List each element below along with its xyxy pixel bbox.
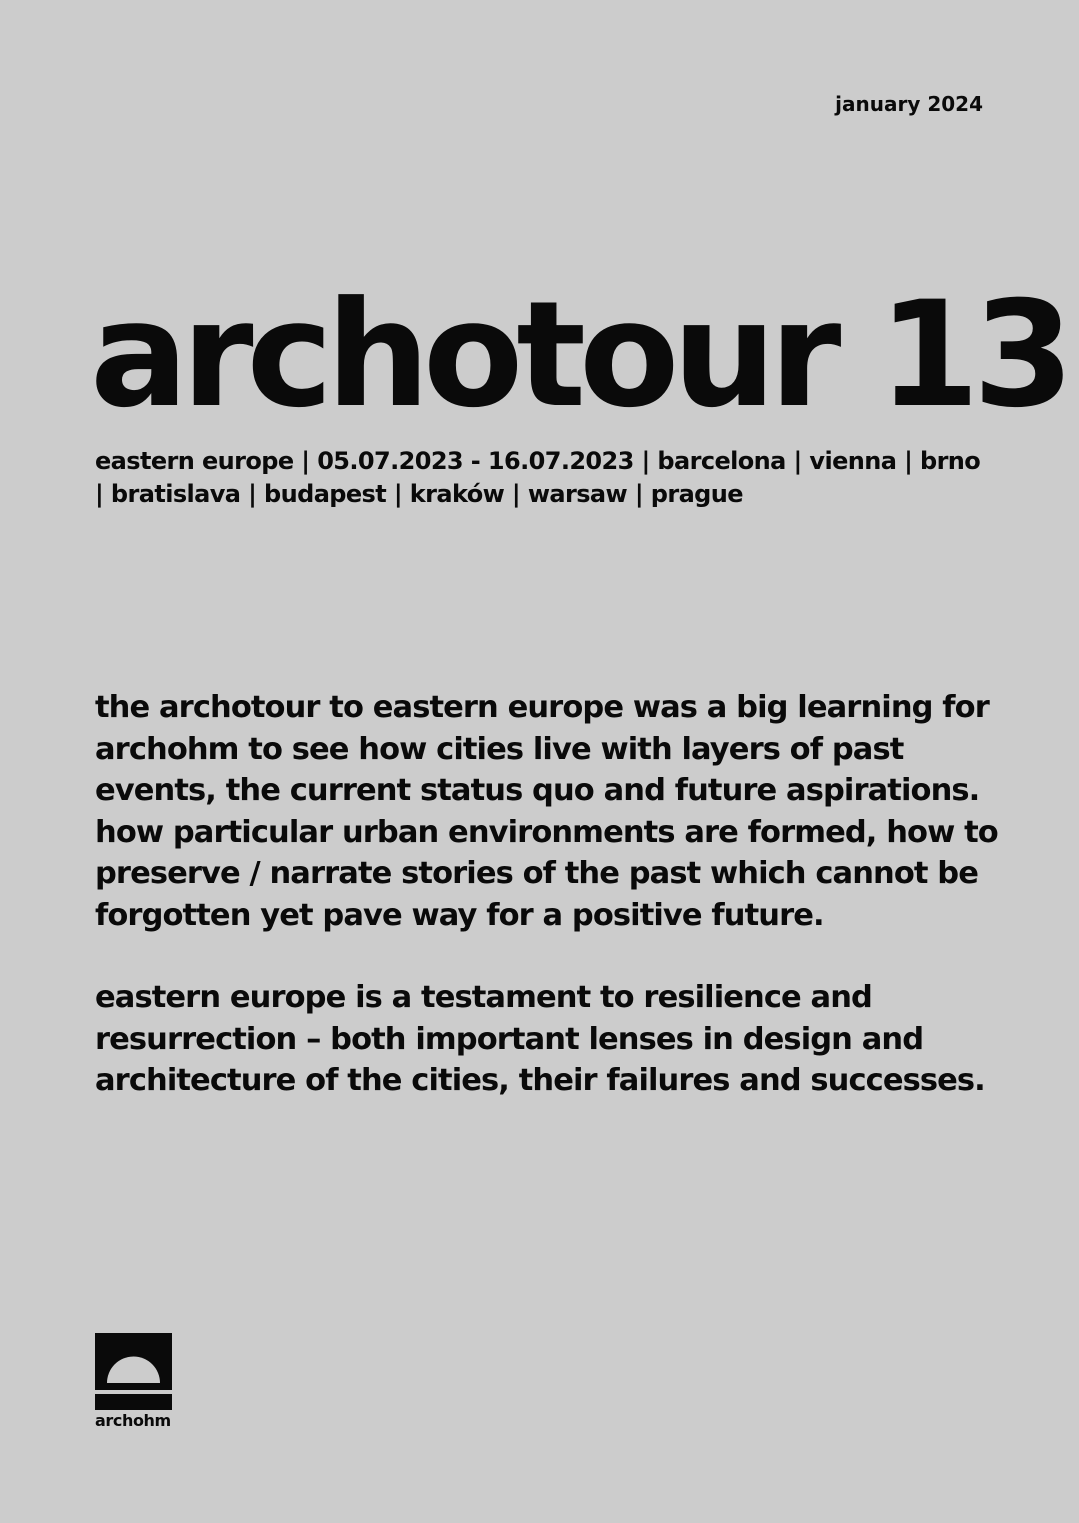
body-paragraph-2: eastern europe is a testament to resilience and resurrection – both important lenses in design and architecture of the cities, their failures and successes. [95, 980, 985, 1098]
body-paragraph-1: the archotour to eastern europe was a big learning for archohm to see how cities live with layers of past events, the current status quo and future aspirations. how particular urban environments are formed, how to preserve / narrate stories of the past which cannot be forgotten yet pave way for a positive future. [95, 690, 998, 933]
tour-subtitle: eastern europe | 05.07.2023 - 16.07.2023 | barcelona | vienna | brno | bratislava | budapest | kraków | warsaw | prague [95, 447, 981, 508]
date-label: january 2024 [835, 92, 983, 116]
archohm-wordmark: archohm [95, 1411, 171, 1430]
page-title: archotour 13 [90, 270, 1068, 440]
archohm-logo [95, 1333, 173, 1430]
body-text [95, 687, 1015, 1143]
archohm-logo-icon [95, 1333, 172, 1410]
